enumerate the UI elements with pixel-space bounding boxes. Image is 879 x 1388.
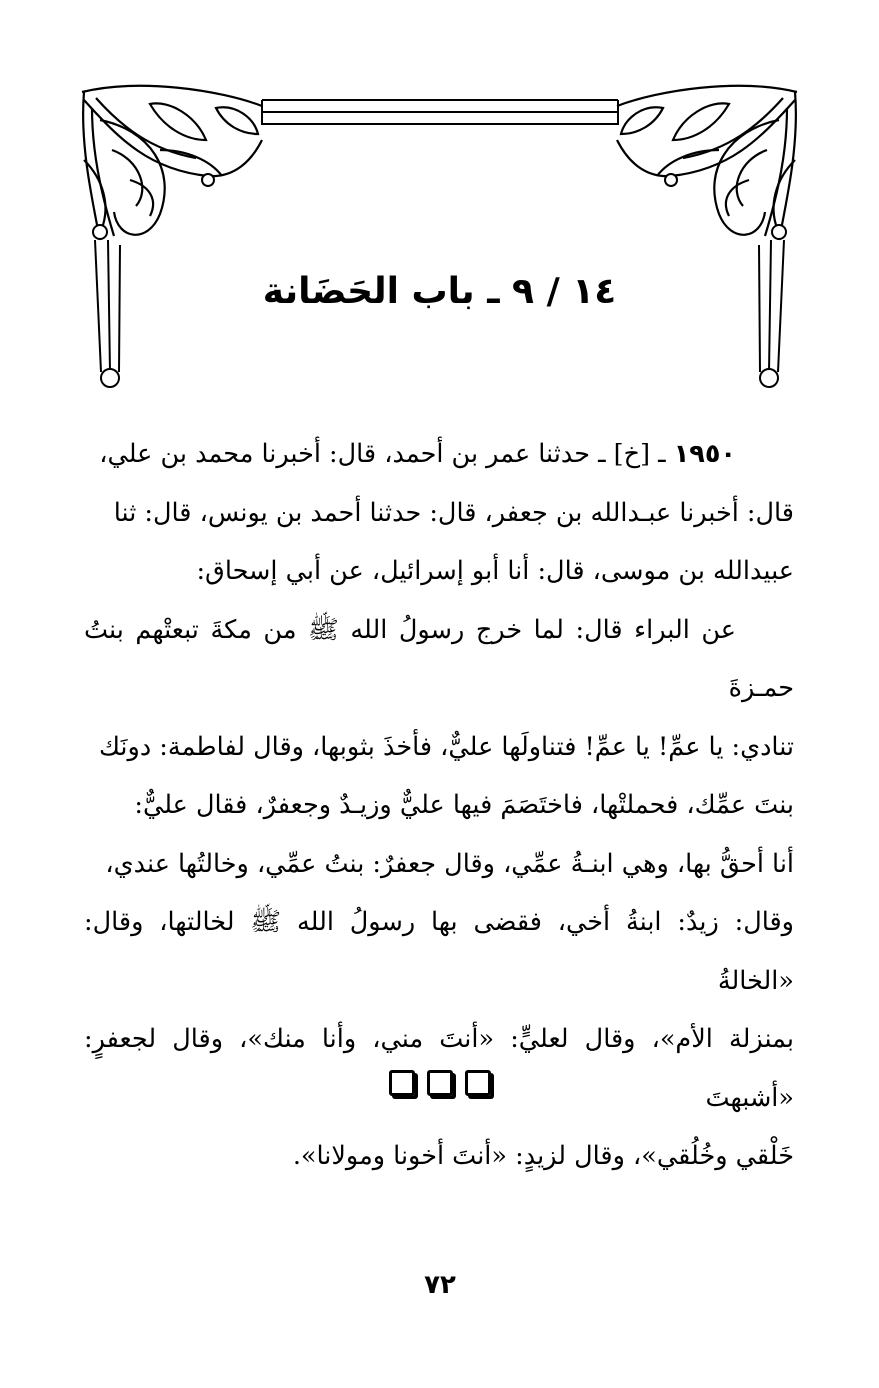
square-mark: [427, 1070, 453, 1096]
matn-line: خَلْقي وخُلُقي»، وقال لزيدٍ: «أنتَ أخونا ومولانا».: [292, 1141, 794, 1171]
matn-line: بمنزلة الأم»، وقال لعليٍّ: «أنتَ مني، وأنا منك»، وقال لجعفرٍ: «أشبهتَ: [84, 1024, 794, 1113]
hadith-number: ١٩٥٠: [673, 439, 736, 469]
matn-line: عن البراء قال: لما خرج رسولُ الله ﷺ من مكةَ تبعتْهم بنتُ حمـزةَ: [84, 614, 794, 703]
matn-line: تنادي: يا عمِّ! يا عمِّ! فتناولَها عليٌّ، فأخذَ بثوبها، وقال لفاطمة: دونَك: [98, 731, 794, 762]
section-end-marks: [380, 1070, 500, 1100]
matn-line: وقال: زيدٌ: ابنةُ أخي، فقضى بها رسولُ الله ﷺ لخالتها، وقال: «الخالةُ: [84, 907, 794, 996]
square-mark: [465, 1070, 491, 1096]
isnad-text-1: ـ [خ] ـ حدثنا عمر بن أحمد، قال: أخبرنا محمد بن علي،: [99, 439, 666, 469]
decorative-frame: [0, 0, 879, 400]
matn-line: أنا أحقُّ بها، وهي ابنـةُ عمِّي، وقال جعفرٌ: بنتُ عمِّي، وخالتُها عندي،: [105, 848, 794, 879]
square-mark: [389, 1070, 415, 1096]
isnad-line: عبيدالله بن موسى، قال: أنا أبو إسرائيل، عن أبي إسحاق:: [196, 556, 794, 586]
isnad-line: قال: أخبرنا عبـدالله بن جعفر، قال: حدثنا أحمد بن يونس، قال: ثنا: [113, 497, 794, 528]
matn-line: بنتَ عمِّك، فحملتْها، فاختَصَمَ فيها عليٌّ وزيـدٌ وجعفرٌ، فقال عليٌّ:: [134, 790, 794, 820]
page-number: ٧٢: [424, 1270, 456, 1300]
isnad-line: [84, 425, 794, 484]
chapter-title: ١٤ / ٩ ـ باب الحَضَانة: [262, 271, 617, 312]
